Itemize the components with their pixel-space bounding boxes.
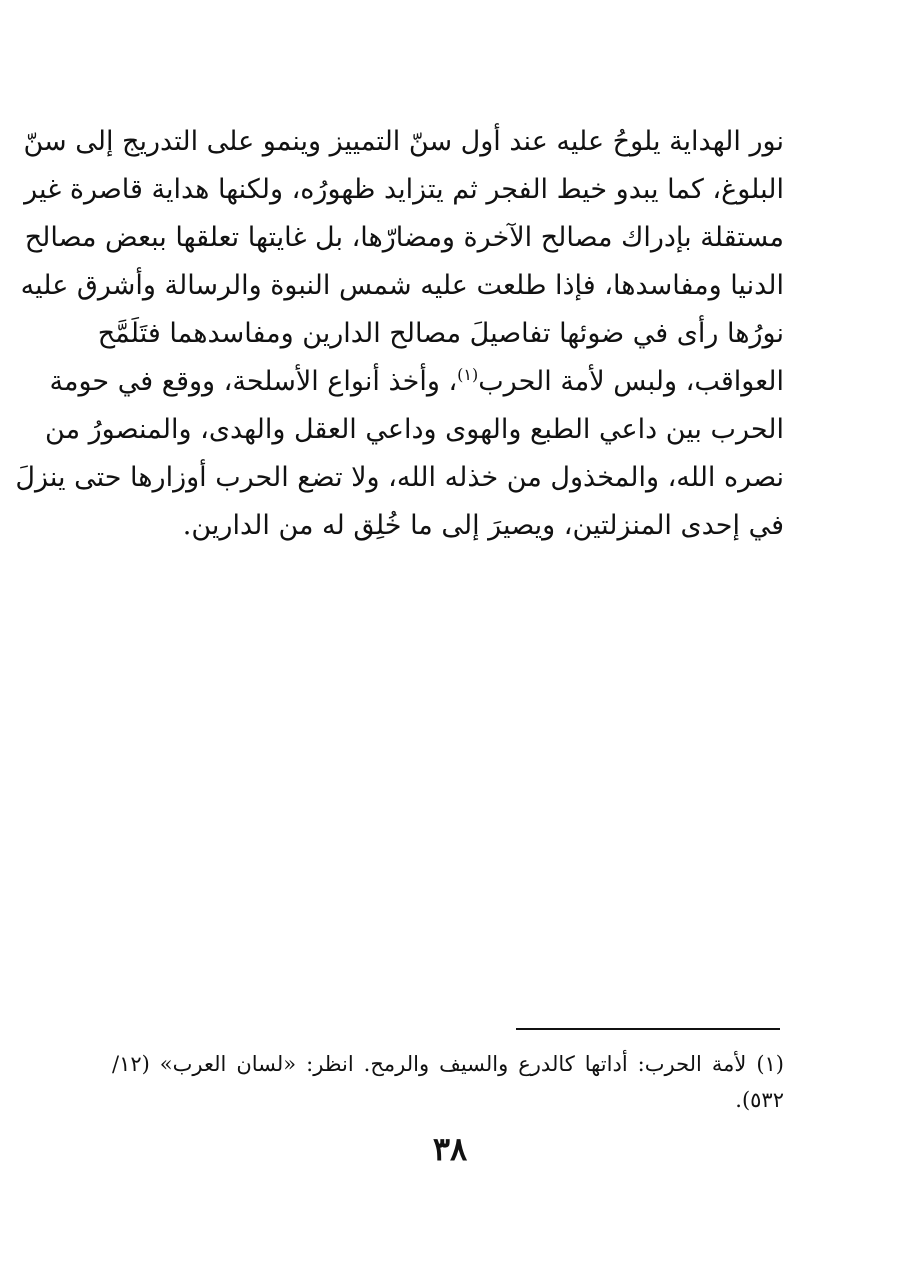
text-segment: العواقب، ولبس لأمة الحرب (478, 366, 784, 397)
footnote-reference: (١) (457, 365, 479, 384)
text-line-with-footnote-ref (49, 358, 784, 406)
text-segment: ، وأخذ أنواع الأسلحة، ووقع في حومة (49, 366, 458, 397)
text-line: نصره الله، والمخذول من خذله الله، ولا تضع الحرب أوزارها حتى ينزلَ (15, 462, 784, 493)
footnote-separator (516, 1028, 780, 1030)
text-line: مستقلة بإدراك مصالح الآخرة ومضارّها، بل غايتها تعلقها ببعض مصالح (24, 222, 784, 253)
footnote (112, 1046, 784, 1118)
page-number: ٣٨ (432, 1130, 468, 1168)
text-line: نور الهداية يلوحُ عليه عند أول سنّ التمييز وينمو على التدريج إلى سنّ (23, 126, 784, 157)
text-line: البلوغ، كما يبدو خيط الفجر ثم يتزايد ظهورُه، ولكنها هداية قاصرة غير (24, 174, 784, 205)
footnote-line: (١) لأمة الحرب: أداتها كالدرع والسيف والرمح. انظر: «لسان العرب» (١٢/ (112, 1052, 784, 1076)
text-line: نورُها رأى في ضوئها تفاصيلَ مصالح الدارين ومفاسدهما فتَلَمَّح (97, 318, 784, 349)
text-line: في إحدى المنزلتين، ويصيرَ إلى ما خُلِق له من الدارين. (182, 510, 784, 541)
footnote-line: ٥٣٢). (735, 1088, 784, 1112)
main-text (15, 118, 784, 550)
text-line: الدنيا ومفاسدها، فإذا طلعت عليه شمس النبوة والرسالة وأشرق عليه (20, 270, 784, 301)
text-line: الحرب بين داعي الطبع والهوى وداعي العقل والهدى، والمنصورُ من (45, 414, 784, 445)
